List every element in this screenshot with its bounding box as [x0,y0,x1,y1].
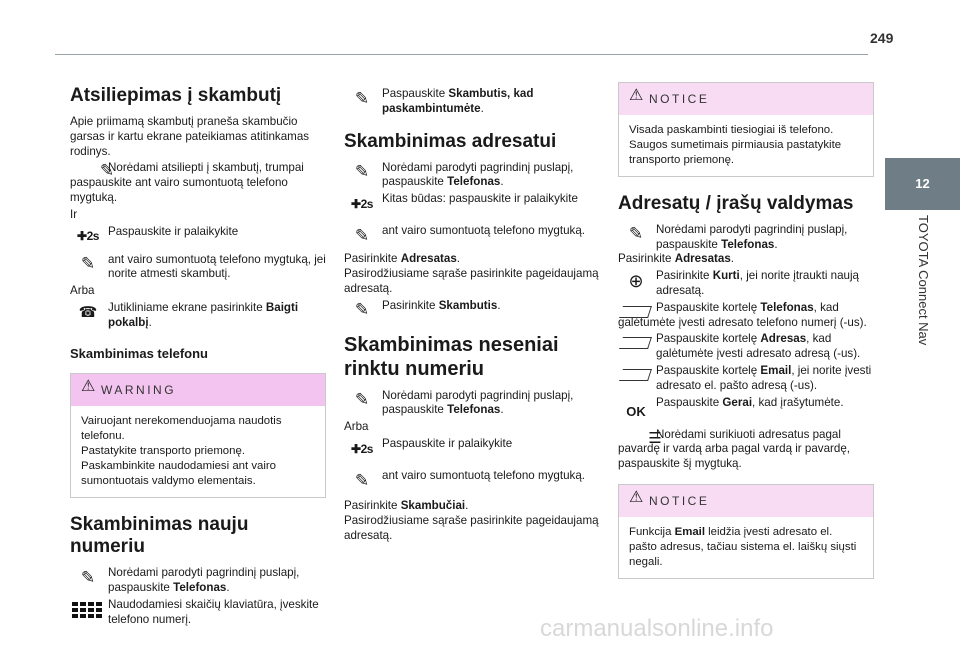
recent-step-3: ✎ ant vairo sumontuotą telefono mygtuką. [344,469,600,489]
manage-step-7: ☰ Norėdami surikiuoti adresatus pagal pavardę ir vardą arba pagal vardą ir pavardę, paspauskite šį mygtuką. [618,427,851,471]
recent-list: Pasirodžiusiame sąraše pasirinkite pageidaujamą adresatą. [344,513,599,542]
pen-icon: ✎ [628,224,644,244]
text-field-icon [620,369,650,381]
notice-box-2 [618,484,874,579]
pen-icon: ✎ [354,300,370,320]
hang-up-icon: ☎ [78,303,98,321]
header-divider [55,54,868,55]
answer-intro: Apie priimamą skambutį praneša skambučio garsas ir kartu ekrane pateikiamas atitinkamas rodinys. [70,115,310,158]
column-2 [344,85,600,543]
manage-step-2: ⊕ Pasirinkite Kurti, jei norite įtraukti naują adresatą. [618,269,874,299]
manage-step-6: OK Paspauskite Gerai, kad įrašytumėte. [618,396,874,416]
text-field-icon [620,337,650,349]
pen-icon: ✎ [354,470,370,490]
chapter-tab[interactable]: 12 [885,158,960,210]
pen-icon: ✎ [99,160,115,180]
notice-header: ⚠ NOTICE [619,485,873,517]
or-label: Arba [70,284,95,298]
recent-call-title: Skambinimas neseniai rinktu numeriu [344,333,559,380]
sort-contacts-icon: ☰ [648,430,662,448]
chapter-title: TOYOTA Connect Nav [915,215,931,346]
notice-text: Visada paskambinti tiesiogiai iš telefono. Saugos sumetimais pirmiausia pastatykite transporto priemonę. [629,123,842,166]
manage-step-4: Paspauskite kortelę Adresas, kad galėtumėte įvesti adresato adresą (-us). [618,332,874,362]
keypad-icon [72,602,102,618]
answer-step-3: ✎ ant vairo sumontuotą telefono mygtuką, jei norite atmesti skambutį. [70,253,326,283]
warning-header: ⚠ WARNING [71,374,325,406]
answer-step-2: ✚2s Paspauskite ir palaikykite [70,225,326,245]
manage-step-5: Paspauskite kortelę Email, jei norite įvesti adresato el. pašto adresą (-us). [618,364,874,394]
warning-box [70,373,326,498]
and-label: Ir [70,207,78,221]
steering-phone-switch-icon: ✚2s [351,196,373,211]
steering-phone-switch-icon: ✚2s [77,229,99,244]
manage-step-3: Paspauskite kortelę Telefonas, kad galėtumėte įvesti adresato telefono numerį (-us). [618,300,867,329]
warning-triangle-icon: ⚠ [629,87,646,104]
new-number-title: Skambinimas nauju numeriu [70,514,249,558]
recent-step-1: ✎ Norėdami parodyti pagrindinį puslapį, paspauskite Telefonas. [344,389,600,419]
manage-select: Pasirinkite Adresatas. [618,252,735,266]
answer-step-1: ✎ Norėdami atsiliepti į skambutį, trumpai paspauskite ant vairo sumontuotą telefono mygtuką. [70,160,304,204]
pen-icon: ✎ [354,225,370,245]
pen-icon: ✎ [80,567,96,587]
ok-button-icon: OK [626,404,646,420]
contact-step-4: ✎ Pasirinkite Skambutis. [344,299,600,319]
recent-select: Pasirinkite Skambučiai. [344,498,469,512]
notice-text: Funkcija Email leidžia įvesti adresato el. pašto adresus, tačiau sistema el. laiškų siųsti negali. [629,525,857,568]
contact-call-title: Skambinimas adresatui [344,130,557,152]
page-number: 249 [870,30,894,46]
or-label: Arba [344,420,369,434]
plus-circle-icon: ⊕ [628,270,644,291]
call-step: ✎ Paspauskite Skambutis, kad paskambintumėte. [344,87,600,117]
contact-select: Pasirinkite Adresatas. [344,252,461,266]
contact-list: Pasirodžiusiame sąraše pasirinkite pageidaujamą adresatą. [344,266,599,295]
contact-step-1: ✎ Norėdami parodyti pagrindinį puslapį, paspauskite Telefonas. [344,161,600,191]
contact-step-3: ✎ ant vairo sumontuotą telefono mygtuką. [344,224,600,244]
answer-call-title: Atsiliepimas į skambutį [70,85,282,106]
recent-step-2: ✚2s Paspauskite ir palaikykite [344,437,600,457]
column-1 [70,85,326,629]
pen-icon: ✎ [354,88,370,108]
text-field-icon [620,306,650,318]
warning-triangle-icon: ⚠ [629,488,646,506]
new-step-1: ✎ Norėdami parodyti pagrindinį puslapį, paspauskite Telefonas. [70,566,326,596]
pen-icon: ✎ [354,390,370,410]
warning-triangle-icon: ⚠ [81,378,98,396]
manage-contacts-title: Adresatų / įrašų valdymas [618,192,854,214]
column-3 [618,82,874,589]
phoning-title: Skambinimas telefonu [70,345,208,361]
pen-icon: ✎ [354,162,370,182]
new-step-2: Naudodamiesi skaičių klaviatūra, įveskite telefono numerį. [70,598,326,628]
steering-phone-switch-icon: ✚2s [351,441,373,456]
manage-step-1: ✎ Norėdami parodyti pagrindinį puslapį, paspauskite Telefonas. [618,223,874,253]
notice-box-1 [618,82,874,177]
notice-header: ⚠ NOTICE [619,83,873,115]
answer-step-4: ☎ Jutikliniame ekrane pasirinkite Baigti pokalbį. [70,301,326,331]
watermark: carmanualsonline.info [540,615,774,642]
warning-text: Vairuojant nerekomenduojama naudotis telefonu. Pastatykite transporto priemonę. Paskambinkite naudodamiesi ant vairo sumontuotais valdymo elementais. [81,415,282,488]
contact-step-2: ✚2s Kitas būdas: paspauskite ir palaikykite [344,192,600,212]
pen-icon: ✎ [80,254,96,274]
